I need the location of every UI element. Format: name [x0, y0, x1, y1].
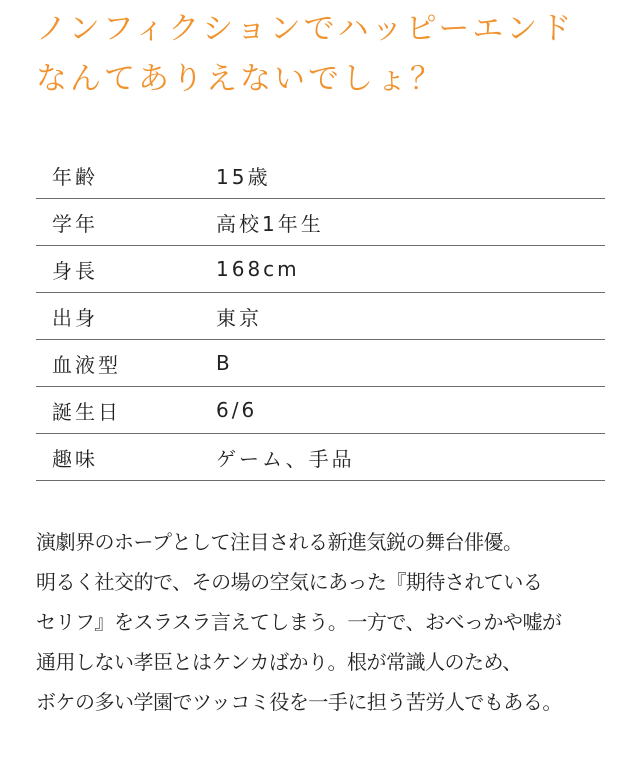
profile-label: 血液型: [52, 352, 121, 377]
profile-row-hometown: [36, 293, 605, 340]
profile-value: 高校1年生: [216, 211, 324, 236]
profile-value: 東京: [216, 305, 262, 330]
description-line-3: セリフ』をスラスラ言えてしまう。一方で、おべっかや嘘が: [36, 610, 562, 634]
profile-table: [36, 152, 605, 481]
profile-label: 誕生日: [52, 399, 121, 424]
profile-row-age: [36, 152, 605, 199]
profile-value: 15歳: [216, 164, 271, 189]
profile-row-hobby: [36, 434, 605, 481]
description-line-4: 通用しない孝臣とはケンカばかり。根が常識人のため、: [36, 650, 522, 674]
profile-value: ゲーム、手品: [216, 446, 355, 471]
catchphrase-line-1: ノンフィクションでハッピーエンド: [36, 11, 575, 47]
description-line-2: 明るく社交的で、その場の空気にあった『期待されている: [36, 570, 543, 594]
profile-label: 出身: [52, 305, 98, 330]
description-line-5: ボケの多い学園でツッコミ役を一手に担う苦労人でもある。: [36, 690, 562, 714]
profile-label: 学年: [52, 211, 98, 236]
catchphrase-quote: [36, 4, 626, 104]
profile-label: 趣味: [52, 446, 98, 471]
profile-row-birthday: [36, 387, 605, 434]
profile-label: 年齢: [52, 164, 98, 189]
profile-value: 6/6: [216, 398, 258, 422]
character-description: [36, 522, 611, 722]
catchphrase-line-2: なんてありえないでしょ？: [36, 61, 444, 97]
profile-row-grade: [36, 199, 605, 246]
profile-value: B: [216, 351, 233, 375]
profile-value: 168cm: [216, 257, 300, 281]
profile-row-blood-type: [36, 340, 605, 387]
profile-row-height: [36, 246, 605, 293]
profile-label: 身長: [52, 258, 98, 283]
description-line-1: 演劇界のホープとして注目される新進気鋭の舞台俳優。: [36, 530, 523, 554]
